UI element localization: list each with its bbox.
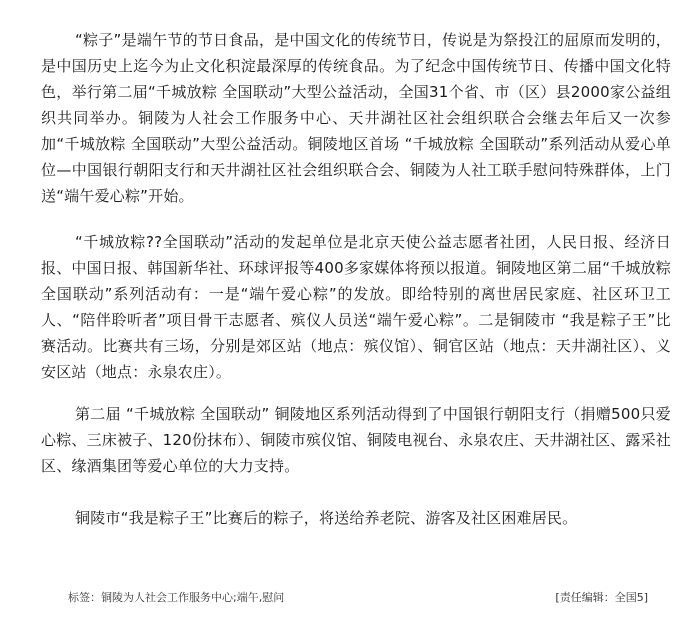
paragraph-supporters: 第二届 “千城放粽 全国联动” 铜陵地区系列活动得到了中国银行朝阳支行（捐赠500只爱心粽、三床被子、120份抹布）、铜陵市殡仪馆、铜陵电视台、永泉农庄、天井湖社区、露采社区、缘酒集团等爱心单位的大力支持。 bbox=[41, 405, 671, 475]
paragraph-activities: “千城放粽??全国联动”活动的发起单位是北京天使公益志愿者社团，人民日报、经济日报、中国日报、韩国新华社、环球评报等400多家媒体将预以报道。铜陵地区第二届“千城放粽 全国联动”系列活动有：一是“端午爱心粽”的发放。即给特别的离世居民家庭、社区环卫工人、“陪伴聆听者”项目骨干志愿者、殡仪人员送“端午爱心粽”。二是铜陵市 “我是粽子王”比赛活动。比赛共有三场，分别是郊区站（地点：殡仪馆）、铜官区站（地点：天井湖社区）、义安区站（地点：永泉农庄）。 bbox=[41, 233, 672, 381]
responsible-editor: [责任编辑：全国5] bbox=[555, 591, 648, 604]
article-footer bbox=[0, 588, 695, 608]
paragraph-intro: “粽子”是端午节的节日食品，是中国文化的传统节日，传说是为祭投江的屈原而发明的，是中国历史上迄今为止文化积淀最深厚的传统食品。为了纪念中国传统节日、传播中国文化特色，举行第二届“千城放粽 全国联动”大型公益活动，全国31个省、市（区）县2000家公益组织共同举办。铜陵为人社会工作服务中心、天井湖社区社会组织联合会继去年后又一次参加“千城放粽 全国联动”大型公益活动。铜陵地区首场 “千城放粽 全国联动”系列活动从爱心单位—中国银行朝阳支行和天井湖社区社会组织联合会、铜陵为人社工联手慰问特殊群体，上门送“端午爱心粽”开始。 bbox=[41, 31, 671, 205]
paragraph-closing: 铜陵市“我是粽子王”比赛后的粽子，将送给养老院、游客及社区困难居民。 bbox=[75, 509, 578, 527]
article-tags: 标签：铜陵为人社会工作服务中心;端午,慰问 bbox=[68, 591, 285, 604]
